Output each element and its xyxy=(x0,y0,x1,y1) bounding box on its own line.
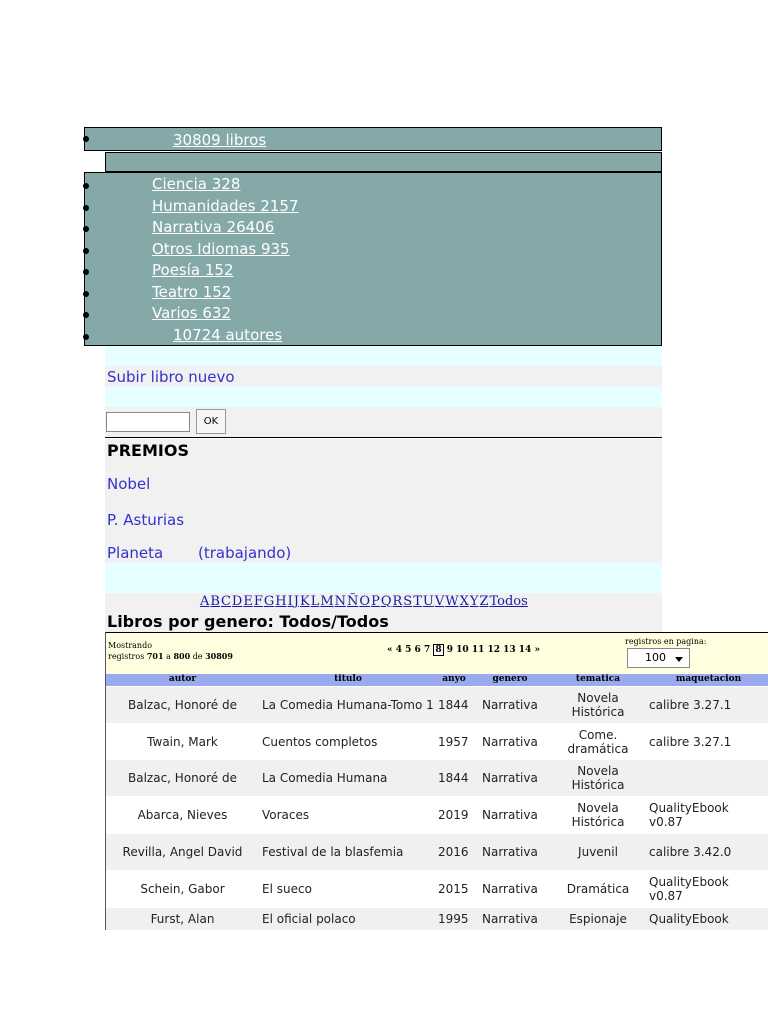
cell-titulo[interactable]: Cuentos completos xyxy=(262,734,378,749)
alphabet-letter-link[interactable]: U xyxy=(422,594,434,609)
bullet-icon xyxy=(83,183,89,189)
alphabet-letter-link[interactable]: I xyxy=(287,594,293,609)
col-autor[interactable]: autor xyxy=(168,674,197,684)
listing-title: Libros por genero: Todos/Todos xyxy=(107,612,389,631)
cell-maquetacion xyxy=(649,760,759,796)
col-tematica[interactable]: tematica xyxy=(575,674,621,684)
pagination xyxy=(387,645,540,655)
panel-band xyxy=(105,563,662,593)
cell-autor[interactable]: Balzac, Honoré de xyxy=(128,698,237,712)
alphabet-letter-link[interactable]: Q xyxy=(380,594,392,609)
upload-row xyxy=(105,366,662,387)
bullet-icon xyxy=(83,269,89,275)
table-row[interactable] xyxy=(105,834,768,870)
table-row[interactable] xyxy=(105,908,768,930)
bullet-icon xyxy=(83,136,89,142)
alphabet-letter-link[interactable]: K xyxy=(299,594,310,609)
planeta-note: (trabajando) xyxy=(198,544,292,562)
genre-link-varios[interactable]: Varios 632 xyxy=(152,304,232,322)
alphabet-letter-link[interactable]: B xyxy=(210,594,220,609)
range-a: a xyxy=(166,652,171,661)
cell-tematica: Novela Histórica xyxy=(571,691,625,719)
pager-pages-before[interactable]: 4 5 6 7 xyxy=(395,645,431,655)
nav-spacer-bar xyxy=(105,152,662,172)
table-header xyxy=(105,674,768,686)
bullet-icon xyxy=(83,291,89,297)
cell-tematica: Juvenil xyxy=(578,845,618,859)
cell-genero: Narrativa xyxy=(482,734,538,749)
cell-tematica: Dramática xyxy=(566,882,630,896)
cell-genero: Narrativa xyxy=(482,771,538,785)
bullet-icon xyxy=(83,226,89,232)
cell-titulo[interactable]: El sueco xyxy=(262,882,312,896)
genre-link-narrativa[interactable]: Narrativa 26406 xyxy=(152,218,275,236)
alphabet-letter-link[interactable]: S xyxy=(403,594,413,609)
alphabet-letter-link[interactable]: W xyxy=(445,594,459,609)
genre-link-humanidades[interactable]: Humanidades 2157 xyxy=(152,197,299,215)
cell-autor[interactable]: Abarca, Nieves xyxy=(137,808,228,822)
cell-titulo[interactable]: La Comedia Humana-Tomo 1 xyxy=(262,698,434,712)
alphabet-letter-link[interactable]: A xyxy=(200,594,210,609)
cell-genero: Narrativa xyxy=(482,808,538,822)
alphabet-letter-link[interactable]: Z xyxy=(479,594,489,609)
panel-band xyxy=(105,346,662,366)
table-row[interactable] xyxy=(105,760,768,796)
genre-link-teatro[interactable]: Teatro 152 xyxy=(152,283,232,301)
range-de: de xyxy=(192,652,203,661)
cell-titulo[interactable]: Festival de la blasfemia xyxy=(262,845,404,859)
search-input[interactable] xyxy=(106,412,190,432)
cell-titulo[interactable]: La Comedia Humana xyxy=(262,771,388,785)
ok-button[interactable]: OK xyxy=(196,409,226,434)
cell-anyo: 1844 xyxy=(438,698,469,712)
cell-titulo[interactable]: Voraces xyxy=(262,808,310,822)
cell-anyo: 2016 xyxy=(438,845,469,859)
premio-nobel-link[interactable]: Nobel xyxy=(107,475,151,493)
alphabet-letter-link[interactable]: C xyxy=(220,594,231,609)
cell-autor[interactable]: Schein, Gabor xyxy=(140,882,225,896)
col-genero[interactable]: genero xyxy=(492,674,528,684)
alphabet-letter-link[interactable]: F xyxy=(253,594,263,609)
alphabet-letter-link[interactable]: M xyxy=(320,594,334,609)
pager-pages-after[interactable]: 9 10 11 12 13 14 xyxy=(446,645,532,655)
alphabet-letter-link[interactable]: Ñ xyxy=(347,594,359,609)
genre-link-otros-idiomas[interactable]: Otros Idiomas 935 xyxy=(152,240,290,258)
record-range xyxy=(108,640,233,662)
nav-top-bar xyxy=(84,127,662,151)
bullet-icon xyxy=(83,248,89,254)
cell-anyo: 2019 xyxy=(438,808,469,822)
genre-link-ciencia[interactable]: Ciencia 328 xyxy=(152,175,241,193)
upload-book-link[interactable]: Subir libro nuevo xyxy=(107,368,235,386)
alphabet-letter-link[interactable]: N xyxy=(334,594,347,609)
cell-maquetacion: QualityEbook xyxy=(649,912,729,926)
perpage-label: registros en pagina: xyxy=(625,637,707,646)
nav-autores-link[interactable]: 10724 autores xyxy=(173,326,283,344)
alphabet-index xyxy=(200,594,529,609)
premios-heading: PREMIOS xyxy=(107,441,189,460)
table-row[interactable] xyxy=(105,723,768,760)
cell-tematica: Come. dramática xyxy=(567,727,629,756)
cell-autor[interactable]: Balzac, Honoré de xyxy=(128,771,237,785)
alphabet-letter-link[interactable]: V xyxy=(434,594,445,609)
premio-asturias-link[interactable]: P. Asturias xyxy=(107,511,185,529)
alphabet-letter-link[interactable]: T xyxy=(413,594,422,609)
alphabet-letter-link[interactable]: H xyxy=(275,594,287,609)
premios-box xyxy=(105,439,662,563)
bullet-icon xyxy=(83,205,89,211)
cell-maquetacion: QualityEbook v0.87 xyxy=(649,875,729,903)
cell-genero: Narrativa xyxy=(482,912,538,926)
alphabet-letter-link[interactable]: E xyxy=(243,594,253,609)
cell-genero: Narrativa xyxy=(482,882,538,896)
bullet-icon xyxy=(83,312,89,318)
table-row[interactable] xyxy=(105,870,768,908)
alphabet-letter-link[interactable]: Todos xyxy=(489,594,528,609)
cell-maquetacion: calibre 3.27.1 xyxy=(649,734,732,749)
mostrando-label: Mostrando xyxy=(108,641,153,650)
col-maquetacion[interactable]: maquetacion xyxy=(675,674,742,684)
pager-current: 8 xyxy=(435,645,442,655)
alphabet-letter-link[interactable]: P xyxy=(371,594,380,609)
alphabet-letter-link[interactable]: D xyxy=(231,594,243,609)
perpage-select[interactable] xyxy=(627,648,690,668)
bullet-icon xyxy=(83,334,89,340)
cell-genero: Narrativa xyxy=(482,698,538,712)
pager-prev[interactable]: « xyxy=(387,645,393,655)
cell-autor[interactable]: Furst, Alan xyxy=(150,912,215,926)
nav-libros-link[interactable]: 30809 libros xyxy=(173,131,267,149)
alphabet-letter-link[interactable]: O xyxy=(359,594,371,609)
cell-titulo[interactable]: El oficial polaco xyxy=(262,912,356,926)
table-row[interactable] xyxy=(105,687,768,723)
alphabet-letter-link[interactable]: J xyxy=(293,594,299,609)
alphabet-letter-link[interactable]: X xyxy=(459,594,469,609)
alphabet-letter-link[interactable]: L xyxy=(310,594,320,609)
premio-planeta-link[interactable]: Planeta xyxy=(107,544,164,562)
cell-maquetacion: calibre 3.27.1 xyxy=(649,698,732,712)
cell-tematica: Novela Histórica xyxy=(571,764,625,792)
chevron-down-icon xyxy=(675,657,683,662)
col-anyo[interactable]: anyo xyxy=(442,674,466,684)
cell-anyo: 2015 xyxy=(438,882,469,896)
alphabet-letter-link[interactable]: G xyxy=(263,594,275,609)
panel-band xyxy=(105,387,662,407)
range-total: 30809 xyxy=(205,651,233,661)
registros-label: registros xyxy=(108,652,145,661)
col-titulo[interactable]: titulo xyxy=(334,674,362,684)
perpage-value: 100 xyxy=(645,651,666,664)
range-to: 800 xyxy=(173,651,191,661)
listing-title-row xyxy=(105,612,662,632)
cell-maquetacion: calibre 3.42.0 xyxy=(649,845,732,859)
pager-next[interactable]: » xyxy=(534,645,541,655)
cell-anyo: 1995 xyxy=(438,912,469,926)
cell-tematica: Novela Histórica xyxy=(571,801,625,829)
cell-anyo: 1957 xyxy=(438,734,469,749)
cell-tematica: Espionaje xyxy=(569,912,627,926)
cell-genero: Narrativa xyxy=(482,845,538,859)
table-left-border xyxy=(105,632,106,930)
alphabet-letter-link[interactable]: Y xyxy=(469,594,479,609)
genre-link-poesia[interactable]: Poesía 152 xyxy=(152,261,234,279)
genre-list xyxy=(84,172,662,346)
cell-maquetacion: QualityEbook v0.87 xyxy=(649,801,729,829)
cell-autor[interactable]: Twain, Mark xyxy=(147,734,218,749)
table-row[interactable] xyxy=(105,796,768,834)
cell-autor[interactable]: Revilla, Angel David xyxy=(122,845,243,859)
cell-anyo: 1844 xyxy=(438,771,469,785)
range-from: 701 xyxy=(146,651,164,661)
results-header xyxy=(105,632,768,674)
alphabet-letter-link[interactable]: R xyxy=(392,594,403,609)
